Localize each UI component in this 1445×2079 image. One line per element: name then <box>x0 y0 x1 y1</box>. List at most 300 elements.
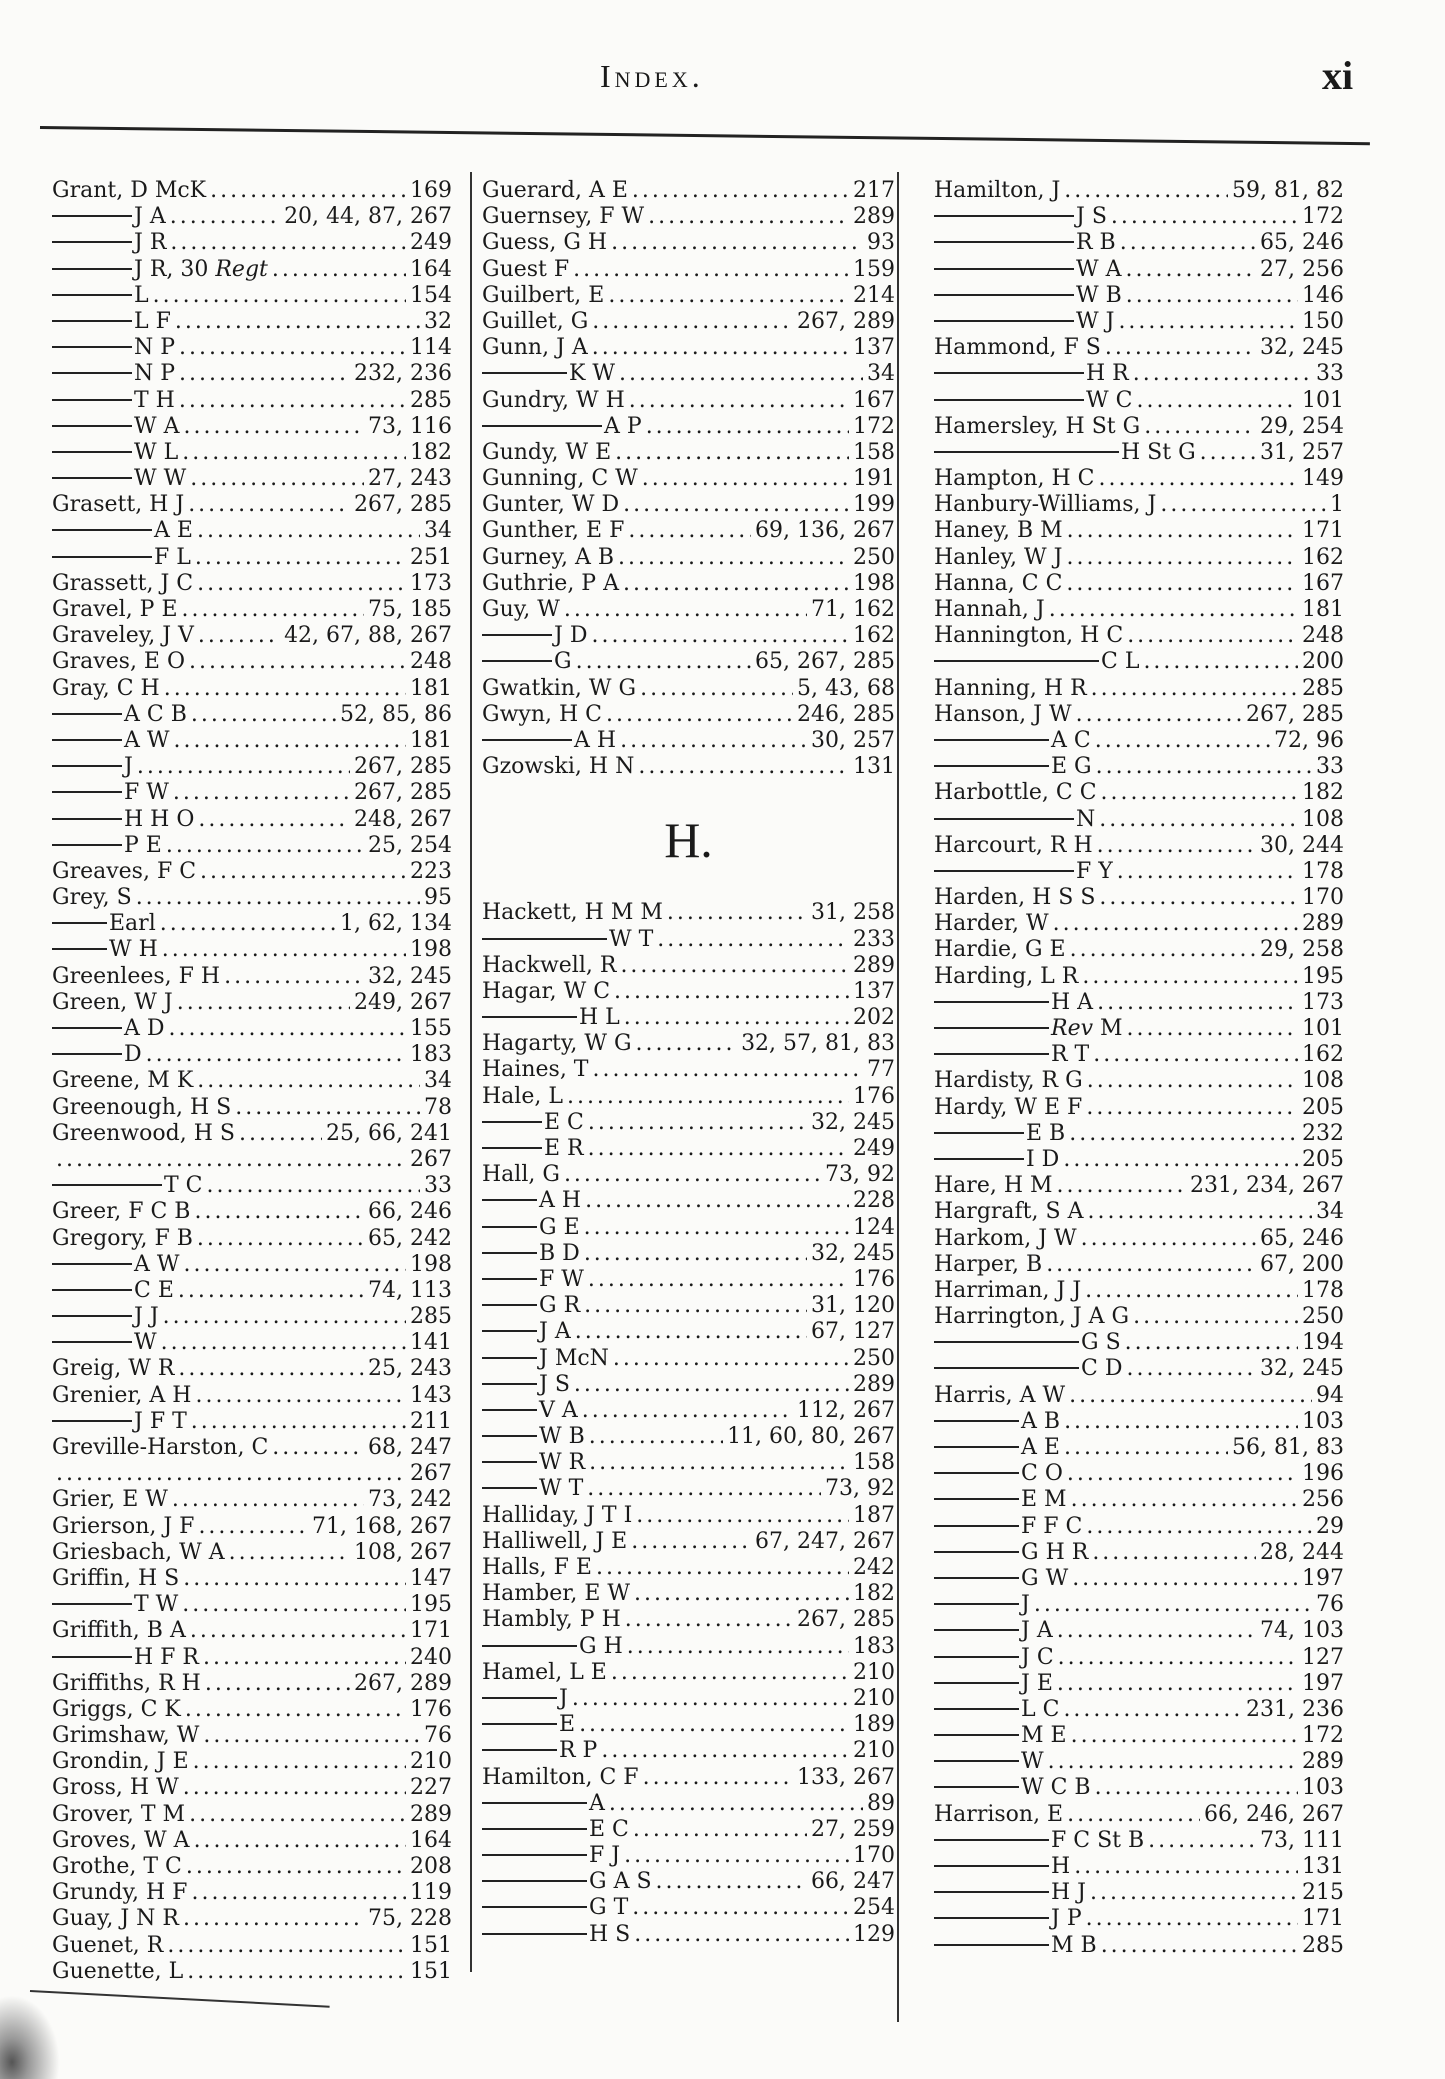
entry-name: Harcourt, R H <box>934 832 1093 858</box>
leader-dots <box>191 1409 406 1435</box>
leader-dots <box>584 1241 807 1267</box>
leader-dots <box>1093 1042 1298 1068</box>
entry-name: J A <box>1021 1618 1053 1644</box>
index-entry <box>52 1095 452 1121</box>
entry-name: L <box>134 282 149 308</box>
ditto-dash <box>52 215 132 217</box>
leader-dots <box>56 1147 406 1173</box>
index-entry <box>934 1147 1344 1173</box>
entry-pages: 240 <box>410 1644 452 1670</box>
index-entry <box>934 204 1344 230</box>
index-entry <box>934 964 1344 990</box>
index-entry <box>934 1514 1344 1540</box>
ditto-dash <box>934 1577 1019 1579</box>
leader-dots <box>1067 1802 1200 1828</box>
index-entry <box>482 257 895 283</box>
leader-dots <box>1133 361 1312 387</box>
leader-dots <box>179 361 350 387</box>
entry-pages: 267, 289 <box>354 1670 452 1696</box>
entry-name: Grimshaw, W <box>52 1723 200 1749</box>
bottom-rule <box>30 1990 330 2008</box>
index-entry <box>482 1188 895 1214</box>
entry-pages: 172 <box>853 413 895 439</box>
leader-dots <box>1072 1566 1298 1592</box>
leader-dots <box>172 1487 364 1513</box>
entry-pages: 32, 57, 81, 83 <box>741 1031 895 1057</box>
entry-pages: 59, 81, 82 <box>1232 178 1344 203</box>
entry-name: Hampton, H C <box>934 466 1095 492</box>
leader-dots <box>573 257 849 283</box>
entry-name: Hamel, L E <box>482 1659 607 1685</box>
index-entry <box>482 623 895 649</box>
index-entry <box>482 518 895 544</box>
index-entry <box>934 1880 1344 1906</box>
leader-dots <box>1048 1749 1298 1775</box>
leader-dots <box>179 335 406 361</box>
entry-name: Gunter, W D <box>482 492 620 518</box>
index-entry <box>934 1252 1344 1278</box>
entry-name: A D <box>124 1016 165 1041</box>
entry-name: Hanson, J W <box>934 701 1072 727</box>
entry-pages: 66, 246 <box>368 1199 452 1225</box>
ditto-dash <box>934 1367 1079 1369</box>
page-title: Index. <box>600 58 704 94</box>
index-entry <box>52 702 452 728</box>
ditto-dash <box>934 1682 1019 1684</box>
index-entry <box>52 1697 452 1723</box>
ditto-dash <box>482 1252 537 1254</box>
index-entry <box>52 937 452 963</box>
ditto-dash <box>52 320 132 322</box>
index-entry <box>934 1016 1344 1042</box>
entry-name: A H <box>539 1188 582 1214</box>
ditto-dash <box>934 1839 1049 1841</box>
entry-pages: 147 <box>410 1565 452 1591</box>
entry-name: W C B <box>1021 1775 1091 1801</box>
leader-dots <box>272 257 406 283</box>
ditto-dash <box>482 1409 537 1411</box>
index-entry <box>52 309 452 335</box>
index-entry <box>934 1749 1344 1775</box>
index-entry <box>52 911 452 937</box>
entry-pages: 127 <box>1302 1644 1344 1670</box>
ditto-dash <box>52 477 132 479</box>
ditto-dash <box>482 1933 587 1935</box>
entry-name: Grenier, A H <box>52 1382 192 1408</box>
entry-pages: 195 <box>410 1592 452 1618</box>
leader-dots <box>623 492 849 518</box>
index-entry <box>934 361 1344 387</box>
ditto-dash <box>52 372 132 374</box>
leader-dots <box>619 361 863 387</box>
leader-dots <box>1064 178 1228 204</box>
entry-pages: 65, 267, 285 <box>755 649 895 675</box>
entry-pages: 74, 103 <box>1260 1618 1344 1644</box>
index-entry <box>482 1922 895 1948</box>
leader-dots <box>1069 1383 1312 1409</box>
leader-dots <box>184 1252 407 1278</box>
index-entry <box>52 833 452 859</box>
leader-dots <box>633 1817 807 1843</box>
index-entry <box>52 1199 452 1225</box>
leader-dots <box>196 1383 407 1409</box>
index-entry <box>52 1802 452 1828</box>
ditto-dash <box>52 1027 122 1029</box>
ditto-dash <box>934 1001 1049 1003</box>
entry-pages: 32, 245 <box>811 1109 895 1135</box>
leader-dots <box>1148 1828 1256 1854</box>
index-entry <box>934 1330 1344 1356</box>
entry-pages: 208 <box>410 1854 452 1879</box>
entry-name: Grondin, J E <box>52 1749 189 1775</box>
leader-dots <box>584 1215 849 1241</box>
index-entry <box>52 466 452 492</box>
index-entry <box>934 780 1344 806</box>
ditto-dash <box>934 1027 1049 1029</box>
index-entry <box>52 1880 452 1906</box>
entry-pages: 171 <box>1302 1906 1344 1932</box>
entry-pages: 89 <box>867 1790 895 1816</box>
entry-pages: 30, 257 <box>811 727 895 753</box>
entry-pages: 167 <box>1302 570 1344 596</box>
index-entry <box>934 728 1344 754</box>
entry-pages: 73, 92 <box>825 1162 895 1188</box>
leader-dots <box>636 1503 849 1529</box>
entry-name: N P <box>134 335 176 361</box>
entry-name: Guay, J N R <box>52 1906 179 1932</box>
entry-name: Guillet, G <box>482 308 589 334</box>
entry-name: Gwyn, H C <box>482 701 603 727</box>
index-entry <box>934 1278 1344 1304</box>
index-entry <box>482 545 895 571</box>
entry-pages: 77 <box>867 1057 895 1083</box>
entry-pages: 129 <box>853 1921 895 1947</box>
index-entry <box>482 1241 895 1267</box>
ditto-dash <box>52 844 122 846</box>
leader-dots <box>592 335 849 361</box>
entry-pages: 101 <box>1302 1016 1344 1041</box>
ditto-dash <box>482 1880 587 1882</box>
entry-name: Greenwood, H S <box>52 1120 235 1146</box>
entry-pages: 137 <box>853 335 895 361</box>
entry-pages: 169 <box>410 178 452 203</box>
entry-pages: 71, 162 <box>811 597 895 622</box>
entry-name: W <box>134 1330 157 1356</box>
entry-name: F Y <box>1076 858 1113 884</box>
entry-name: Harkom, J W <box>934 1225 1077 1251</box>
leader-dots <box>1143 649 1298 675</box>
ditto-dash <box>482 1749 557 1751</box>
entry-pages: 250 <box>1302 1304 1344 1330</box>
entry-name: B D <box>539 1240 580 1266</box>
leader-dots <box>182 440 406 466</box>
entry-name: Guilbert, E <box>482 282 605 308</box>
entry-pages: 267, 285 <box>354 780 452 806</box>
entry-name: Hardisty, R G <box>934 1068 1083 1094</box>
index-entry <box>482 1110 895 1136</box>
entry-name: W C <box>1086 387 1133 413</box>
entry-name: Hamber, E W <box>482 1581 631 1607</box>
entry-name: Grundy, H F <box>52 1880 188 1906</box>
index-entry <box>52 335 452 361</box>
leader-dots <box>627 1634 849 1660</box>
ditto-dash <box>482 1802 587 1804</box>
leader-dots <box>179 388 406 414</box>
leader-dots <box>173 780 350 806</box>
leader-dots <box>564 597 807 623</box>
entry-pages: 158 <box>853 1450 895 1476</box>
leader-dots <box>1091 676 1298 702</box>
entry-name: Greenough, H S <box>52 1094 232 1120</box>
leader-dots <box>601 1738 849 1764</box>
ditto-dash <box>482 1487 537 1489</box>
index-entry <box>52 1409 452 1435</box>
entry-name: C E <box>134 1277 174 1303</box>
entry-pages: 250 <box>853 1345 895 1371</box>
leader-dots <box>1074 1854 1298 1880</box>
index-entry <box>482 283 895 309</box>
entry-name: Grant, D McK <box>52 178 207 203</box>
leader-dots <box>625 1607 793 1633</box>
leader-dots <box>592 309 793 335</box>
header-rule <box>40 126 1370 145</box>
leader-dots <box>1095 1775 1298 1801</box>
index-entry <box>482 649 895 675</box>
ditto-dash <box>934 1891 1049 1893</box>
index-entry <box>52 1016 452 1042</box>
entry-pages: 143 <box>410 1382 452 1408</box>
index-entry <box>52 807 452 833</box>
leader-dots <box>177 990 350 1016</box>
entry-name: Green, W J <box>52 989 173 1015</box>
leader-dots <box>611 1660 849 1686</box>
entry-name: Griffith, B A <box>52 1618 186 1644</box>
entry-name: Harding, L R <box>934 963 1079 989</box>
leader-dots <box>1086 1095 1298 1121</box>
leader-dots <box>638 754 849 780</box>
entry-pages: 1 <box>1330 492 1344 518</box>
entry-name: Gravel, P E <box>52 597 178 622</box>
entry-name: H S <box>589 1921 631 1947</box>
leader-dots <box>185 1697 406 1723</box>
leader-dots <box>1136 388 1298 414</box>
leader-dots <box>137 754 350 780</box>
entry-pages: 210 <box>410 1749 452 1775</box>
index-entry <box>482 309 895 335</box>
entry-pages: 183 <box>853 1633 895 1659</box>
leader-dots <box>620 728 807 754</box>
index-entry <box>934 859 1344 885</box>
index-entry <box>482 1424 895 1450</box>
index-entry <box>934 1933 1344 1959</box>
entry-pages: 285 <box>410 1304 452 1330</box>
entry-pages: 228 <box>853 1188 895 1214</box>
entry-pages: 32 <box>424 308 452 334</box>
index-entry <box>482 178 895 204</box>
leader-dots <box>229 1540 350 1566</box>
ditto-dash <box>52 1341 132 1343</box>
entry-pages: 267 <box>410 1461 452 1487</box>
entry-name: W T <box>609 926 654 952</box>
leader-dots <box>160 911 336 937</box>
index-entry <box>482 1529 895 1555</box>
leader-dots <box>187 1959 406 1985</box>
index-entry <box>482 414 895 440</box>
entry-name: Gwatkin, W G <box>482 675 637 701</box>
leader-dots <box>194 1199 364 1225</box>
entry-pages: 103 <box>1302 1775 1344 1801</box>
leader-dots <box>1057 1618 1256 1644</box>
index-entry <box>482 1555 895 1581</box>
leader-dots <box>235 1095 420 1121</box>
entry-name: C D <box>1081 1356 1123 1382</box>
leader-dots <box>186 1854 406 1880</box>
entry-pages: 248 <box>410 649 452 675</box>
entry-pages: 34 <box>867 361 895 387</box>
leader-dots <box>584 1293 807 1319</box>
entry-pages: 289 <box>853 952 895 978</box>
index-entry <box>482 1817 895 1843</box>
leader-dots <box>589 1450 849 1476</box>
entry-name: Graveley, J V <box>52 623 194 649</box>
ditto-dash <box>482 1330 537 1332</box>
leader-dots <box>184 414 365 440</box>
entry-pages: 246, 285 <box>797 701 895 727</box>
ditto-dash <box>934 241 1074 243</box>
entry-pages: 31, 120 <box>811 1293 895 1319</box>
entry-name: Hagarty, W G <box>482 1031 632 1057</box>
index-entry <box>482 728 895 754</box>
index-entry <box>482 1738 895 1764</box>
leader-dots <box>640 676 793 702</box>
ditto-dash <box>934 765 1049 767</box>
leader-dots <box>1046 1252 1256 1278</box>
entry-pages: 267 <box>410 1146 452 1172</box>
index-entry <box>52 283 452 309</box>
entry-name: Harden, H S S <box>934 885 1096 911</box>
entry-pages: 162 <box>1302 1042 1344 1068</box>
entry-name: Hannah, J <box>934 597 1045 622</box>
leader-dots <box>648 204 849 230</box>
entry-name: F W <box>124 780 169 806</box>
leader-dots <box>629 388 849 414</box>
entry-name: Greene, M K <box>52 1068 194 1094</box>
entry-name: A B <box>1021 1408 1061 1434</box>
leader-dots <box>588 1267 849 1293</box>
entry-name: Guenet, R <box>52 1932 164 1958</box>
index-entry <box>934 1723 1344 1749</box>
entry-name: W <box>1021 1749 1044 1775</box>
leader-dots <box>1049 597 1298 623</box>
entry-name: H H O <box>124 806 195 832</box>
leader-dots <box>190 466 364 492</box>
ditto-dash <box>482 1854 587 1856</box>
ditto-dash <box>934 1053 1049 1055</box>
entry-pages: 94 <box>1316 1382 1344 1408</box>
entry-pages: 34 <box>424 518 452 544</box>
leader-dots <box>1057 1173 1187 1199</box>
leader-dots <box>585 1188 849 1214</box>
ditto-dash <box>52 1315 132 1317</box>
leader-dots <box>657 927 849 953</box>
leader-dots <box>628 518 751 544</box>
index-entry <box>934 885 1344 911</box>
entry-pages: 289 <box>410 1801 452 1827</box>
entry-name: J R <box>134 230 167 256</box>
ditto-dash <box>934 399 1084 401</box>
leader-dots <box>608 283 849 309</box>
entry-pages: 32, 245 <box>1260 1356 1344 1382</box>
entry-name: Gray, C H <box>52 675 160 701</box>
entry-pages: 176 <box>853 1083 895 1109</box>
entry-name: A C B <box>124 701 187 727</box>
leader-dots <box>636 1031 738 1057</box>
ditto-dash <box>934 215 1074 217</box>
leader-dots <box>197 1068 420 1094</box>
index-entry <box>482 676 895 702</box>
entry-pages: 95 <box>424 885 452 911</box>
index-entry <box>482 388 895 414</box>
entry-pages: 210 <box>853 1659 895 1685</box>
leader-dots <box>188 492 350 518</box>
entry-pages: 256 <box>1302 1487 1344 1513</box>
entry-name: E C <box>589 1816 629 1842</box>
entry-pages: 285 <box>410 387 452 413</box>
index-entry <box>934 571 1344 597</box>
index-entry <box>482 1398 895 1424</box>
entry-name: Griggs, C K <box>52 1696 181 1722</box>
entry-name: Greenlees, F H <box>52 963 221 989</box>
leader-dots <box>591 623 849 649</box>
entry-pages: 34 <box>1316 1199 1344 1225</box>
index-entry <box>52 518 452 544</box>
entry-name: A W <box>124 727 170 753</box>
leader-dots <box>1063 1147 1298 1173</box>
index-entry <box>52 204 452 230</box>
index-entry <box>52 440 452 466</box>
entry-pages: 112, 267 <box>797 1397 895 1423</box>
leader-dots <box>587 1476 821 1502</box>
ditto-dash <box>482 1278 537 1280</box>
entry-pages: 227 <box>410 1775 452 1801</box>
entry-name: W R <box>539 1450 586 1476</box>
entry-pages: 56, 81, 83 <box>1232 1435 1344 1460</box>
entry-name: Gunther, E F <box>482 518 625 544</box>
index-entry <box>482 1319 895 1345</box>
leader-dots <box>169 1016 406 1042</box>
leader-dots <box>623 571 849 597</box>
entry-name: J E <box>1021 1670 1053 1696</box>
index-entry <box>934 623 1344 649</box>
entry-name: W A <box>1076 256 1122 282</box>
ditto-dash <box>52 556 152 558</box>
index-entry <box>482 1686 895 1712</box>
index-entry <box>482 927 895 953</box>
entry-name: J C <box>1021 1644 1054 1670</box>
entry-name: C L <box>1101 649 1140 675</box>
index-entry <box>482 1031 895 1057</box>
index-entry <box>482 440 895 466</box>
index-entry <box>934 414 1344 440</box>
entry-name: J J <box>134 1304 159 1330</box>
leader-dots <box>1066 545 1298 571</box>
leader-dots <box>178 1356 364 1382</box>
index-entry <box>934 1356 1344 1382</box>
leader-dots <box>1082 964 1298 990</box>
leader-dots <box>1097 990 1298 1016</box>
entry-pages: 196 <box>1302 1461 1344 1487</box>
index-entry <box>934 178 1344 204</box>
